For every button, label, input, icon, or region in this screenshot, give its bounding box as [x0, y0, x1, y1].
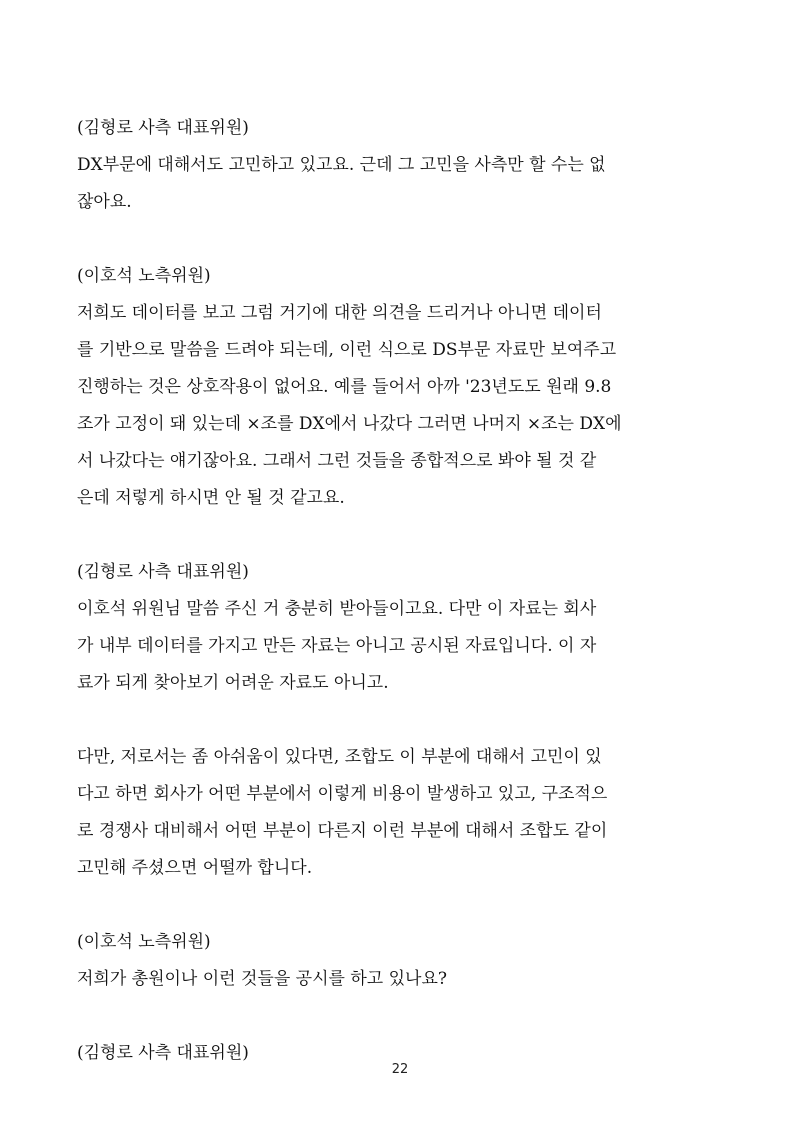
paragraph-line: 를 기반으로 말씀을 드려야 되는데, 이런 식으로 DS부문 자료만 보여주고 [77, 340, 617, 360]
paragraph-gap [77, 887, 725, 924]
paragraph-line: 이호석 위원님 말씀 주신 거 충분히 받아들이고요. 다만 이 자료는 회사 [77, 599, 597, 619]
dialogue-block [77, 739, 725, 887]
speaker-label: (이호석 노측위원) [77, 266, 211, 286]
paragraph-line: 조가 고정이 돼 있는데 ×조를 DX에서 나갔다 그러면 나머지 ×조는 DX에 [77, 414, 622, 434]
speaker-label: (김형로 사측 대표위원) [77, 1043, 249, 1063]
paragraph-line: 로 경쟁사 대비해서 어떤 부분이 다른지 이런 부분에 대해서 조합도 같이 [77, 821, 608, 841]
page-number: 22 [391, 1062, 409, 1077]
dialogue-block [77, 110, 725, 221]
paragraph-line: 고민해 주셨으면 어떨까 합니다. [77, 858, 313, 878]
paragraph-line: 가 내부 데이터를 가지고 만든 자료는 아니고 공시된 자료입니다. 이 자 [77, 636, 597, 656]
paragraph-line: 저희가 총원이나 이런 것들을 공시를 하고 있나요? [77, 969, 447, 989]
paragraph-line: 다만, 저로서는 좀 아쉬움이 있다면, 조합도 이 부분에 대해서 고민이 있 [77, 747, 602, 767]
paragraph-gap [77, 702, 725, 739]
document-body [77, 110, 725, 1072]
paragraph-line: 잖아요. [77, 192, 132, 212]
speaker-label: (이호석 노측위원) [77, 932, 211, 952]
paragraph-line: 료가 되게 찾아보기 어려운 자료도 아니고. [77, 673, 389, 693]
dialogue-block [77, 924, 725, 998]
dialogue-block [77, 258, 725, 517]
paragraph-line: 저희도 데이터를 보고 그럼 거기에 대한 의견을 드리거나 아니면 데이터 [77, 303, 602, 323]
dialogue-block [77, 554, 725, 702]
paragraph-line: DX부문에 대해서도 고민하고 있고요. 근데 그 고민을 사측만 할 수는 없 [77, 155, 606, 175]
paragraph-gap [77, 998, 725, 1035]
speaker-label: (김형로 사측 대표위원) [77, 562, 249, 582]
paragraph-line: 은데 저렇게 하시면 안 될 것 같고요. [77, 488, 345, 508]
paragraph-line: 다고 하면 회사가 어떤 부분에서 이렇게 비용이 발생하고 있고, 구조적으 [77, 784, 608, 804]
paragraph-line: 서 나갔다는 얘기잖아요. 그래서 그런 것들을 종합적으로 봐야 될 것 같 [77, 451, 597, 471]
speaker-label: (김형로 사측 대표위원) [77, 118, 249, 138]
paragraph-line: 진행하는 것은 상호작용이 없어요. 예를 들어서 아까 '23년도도 원래 9.8 [77, 377, 612, 397]
paragraph-gap [77, 517, 725, 554]
paragraph-gap [77, 221, 725, 258]
